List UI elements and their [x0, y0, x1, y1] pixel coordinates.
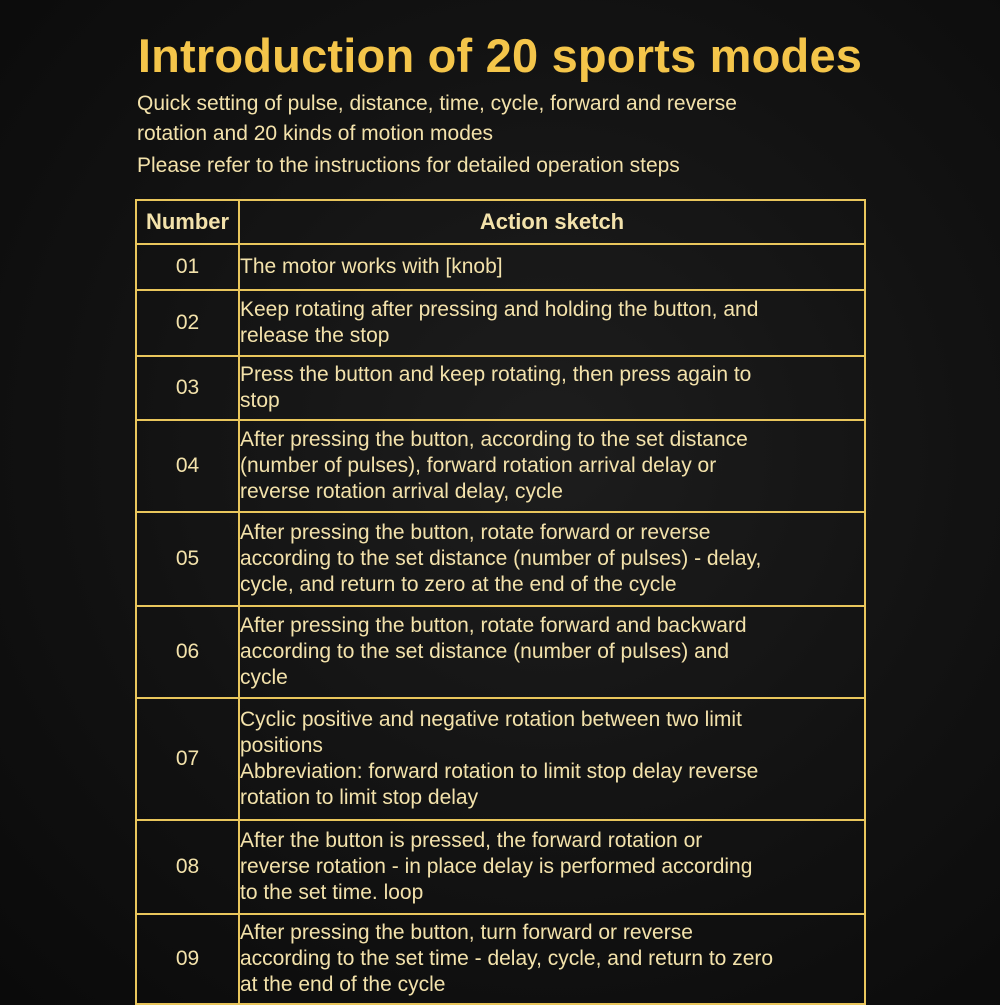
intro-text — [137, 89, 877, 181]
description-line: stop — [240, 389, 280, 412]
table-row — [136, 698, 865, 820]
description-line: Keep rotating after pressing and holding the button, and — [240, 298, 759, 321]
table-row — [136, 290, 865, 356]
description-line: Abbreviation: forward rotation to limit stop delay reverse — [240, 760, 759, 783]
table-row — [136, 512, 865, 606]
mode-description — [239, 914, 865, 1004]
mode-number: 02 — [136, 290, 239, 356]
description-line: After pressing the button, rotate forward and backward — [240, 614, 747, 637]
mode-description — [239, 698, 865, 820]
mode-description — [239, 606, 865, 698]
mode-description — [239, 512, 865, 606]
description-line: Cyclic positive and negative rotation between two limit — [240, 708, 742, 731]
description-line: reverse rotation arrival delay, cycle — [240, 480, 563, 503]
table-row — [136, 356, 865, 420]
intro-line: rotation and 20 kinds of motion modes — [137, 122, 494, 145]
description-line: After pressing the button, turn forward or reverse — [240, 921, 693, 944]
table-row — [136, 606, 865, 698]
table-row — [136, 244, 865, 290]
description-line: The motor works with [knob] — [240, 255, 503, 278]
description-line: After pressing the button, according to the set distance — [240, 428, 748, 451]
intro-line: Quick setting of pulse, distance, time, cycle, forward and reverse — [137, 92, 737, 115]
description-line: rotation to limit stop delay — [240, 786, 479, 809]
mode-number: 05 — [136, 512, 239, 606]
description-line: at the end of the cycle — [240, 973, 446, 996]
description-line: cycle, and return to zero at the end of the cycle — [240, 573, 677, 596]
description-line: After the button is pressed, the forward rotation or — [240, 829, 703, 852]
description-line: reverse rotation - in place delay is performed according — [240, 855, 753, 878]
mode-number: 06 — [136, 606, 239, 698]
action-sketch-column-header: Action sketch — [239, 200, 865, 244]
mode-description — [239, 420, 865, 512]
mode-description — [239, 290, 865, 356]
description-line: to the set time. loop — [240, 881, 424, 904]
mode-number: 03 — [136, 356, 239, 420]
mode-number: 07 — [136, 698, 239, 820]
mode-number: 01 — [136, 244, 239, 290]
description-line: (number of pulses), forward rotation arrival delay or — [240, 454, 717, 477]
description-line: Press the button and keep rotating, then press again to — [240, 363, 752, 386]
mode-description — [239, 356, 865, 420]
table-row — [136, 820, 865, 914]
mode-description — [239, 820, 865, 914]
table-row — [136, 420, 865, 512]
intro-line: Please refer to the instructions for detailed operation steps — [137, 154, 680, 177]
mode-number: 08 — [136, 820, 239, 914]
description-line: positions — [240, 734, 323, 757]
page-title: Introduction of 20 sports modes — [137, 29, 863, 82]
number-column-header: Number — [136, 200, 239, 244]
sports-modes-table — [135, 199, 866, 1005]
description-line: according to the set distance (number of pulses) - delay, — [240, 547, 762, 570]
table-header-row — [136, 200, 865, 244]
description-line: release the stop — [240, 324, 390, 347]
description-line: according to the set time - delay, cycle, and return to zero — [240, 947, 774, 970]
description-line: After pressing the button, rotate forward or reverse — [240, 521, 711, 544]
mode-number: 04 — [136, 420, 239, 512]
description-line: cycle — [240, 666, 288, 689]
mode-number: 09 — [136, 914, 239, 1004]
table-row — [136, 914, 865, 1004]
mode-description — [239, 244, 865, 290]
description-line: according to the set distance (number of pulses) and — [240, 640, 730, 663]
